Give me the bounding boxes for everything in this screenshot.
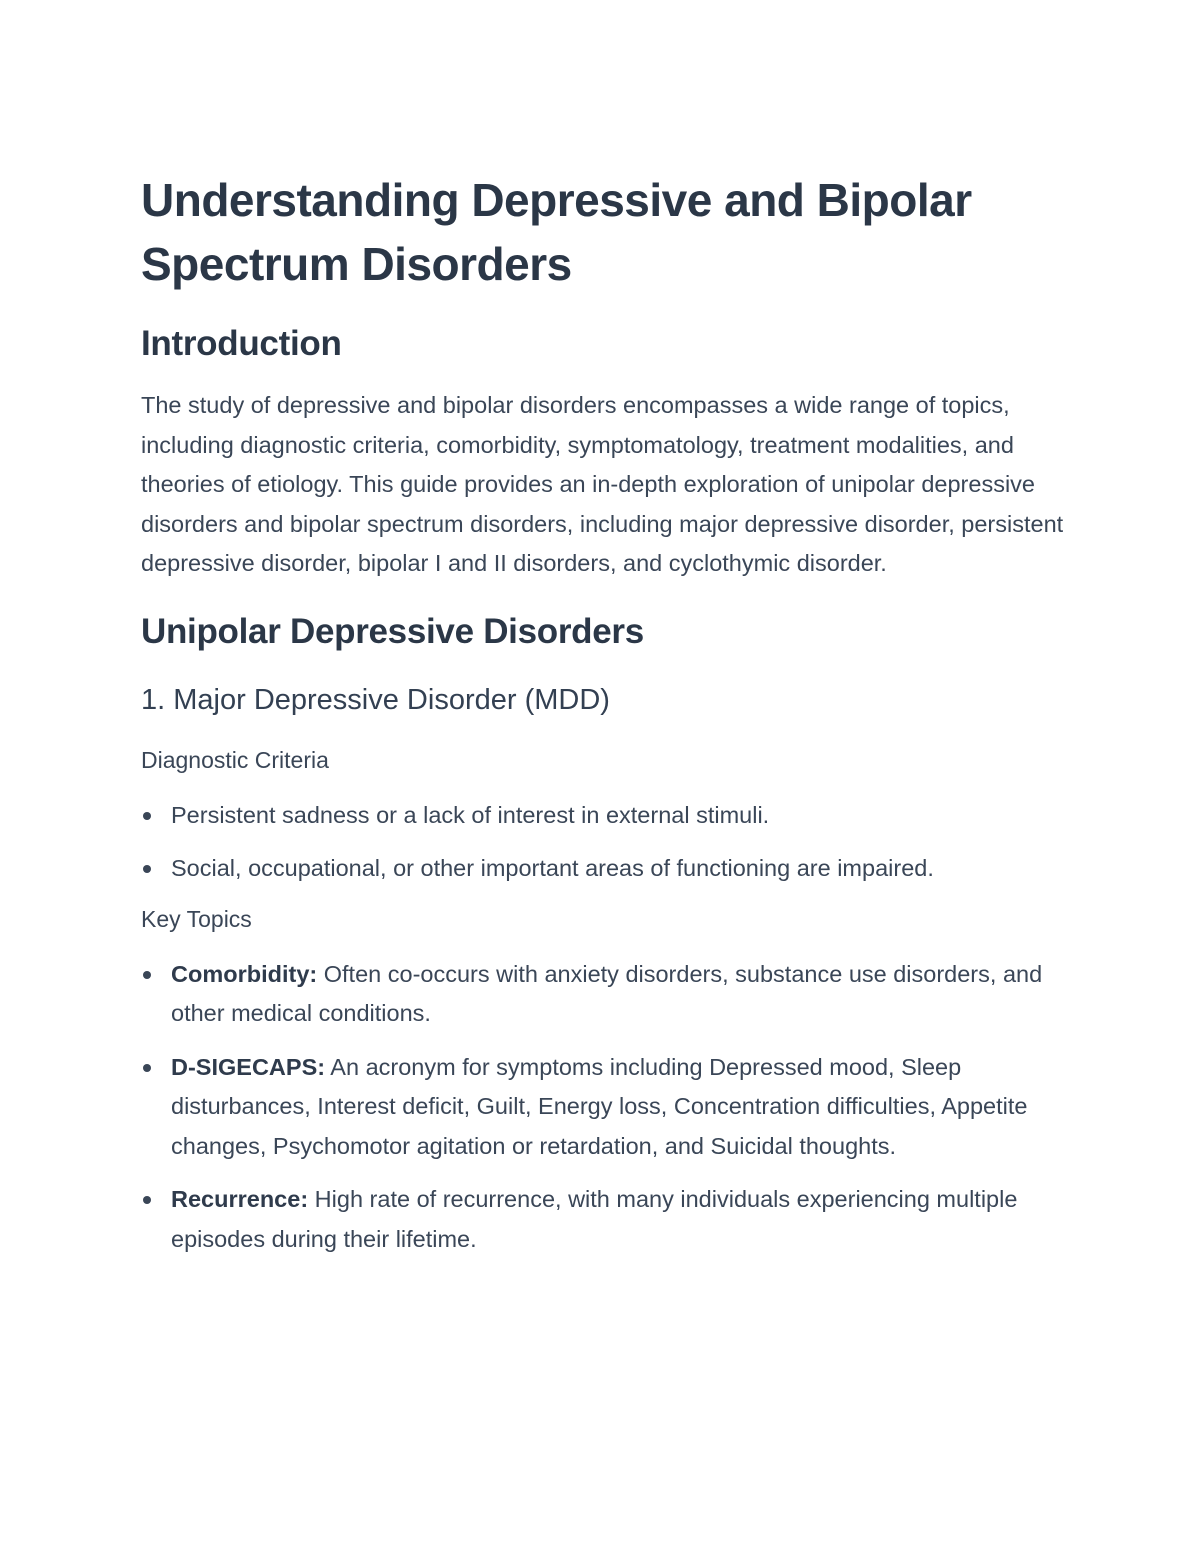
diagnostic-criteria-heading: Diagnostic Criteria [141,746,329,773]
bullet-icon [143,971,151,979]
topic-term: Recurrence: [171,1186,309,1212]
list-item [141,1048,1066,1167]
list-item-text: Persistent sadness or a lack of interest in external stimuli. [171,801,770,828]
topic-text: Often co-occurs with anxiety disorders, substance use disorders, and other medical conditions. [171,960,1043,1026]
list-item-text: Social, occupational, or other important areas of functioning are impaired. [171,855,934,881]
document-title: Understanding Depressive and Bipolar Spectrum Disorders [141,174,972,290]
topic-term: D-SIGECAPS: [171,1053,326,1080]
unipolar-heading: Unipolar Depressive Disorders [141,611,644,651]
topic-text: High rate of recurrence, with many individuals experiencing multiple episodes during their lifetime. [171,1186,1018,1252]
list-item [141,796,1066,836]
bullet-icon [143,865,151,873]
key-topics-heading: Key Topics [141,905,252,932]
list-item [141,1180,1066,1259]
bullet-icon [143,812,151,820]
introduction-paragraph: The study of depressive and bipolar disorders encompasses a wide range of topics, including diagnostic criteria, comorbidity, symptomatology, treatment modalities, and theories of etiology. This guide provides an in-depth exploration of unipolar depressive disorders and bipolar spectrum disorders, including major depressive disorder, persistent depressive disorder, bipolar I and II disorders, and cyclothymic disorder. [141,392,1064,576]
topic-term: Comorbidity: [171,960,318,987]
bullet-icon [143,1196,151,1204]
introduction-heading: Introduction [141,324,342,363]
list-item [141,955,1066,1034]
diagnostic-criteria-list [141,796,1066,889]
topic-text: An acronym for symptoms including Depressed mood, Sleep disturbances, Interest deficit, Guilt, Energy loss, Concentration difficulties, Appetite changes, Psychomotor agitation or retardation, and Suicidal thoughts. [171,1053,1028,1159]
key-topics-list [141,955,1066,1260]
bullet-icon [143,1064,151,1072]
document-page [141,168,1066,1259]
mdd-heading: 1. Major Depressive Disorder (MDD) [141,683,610,716]
list-item [141,849,1066,889]
